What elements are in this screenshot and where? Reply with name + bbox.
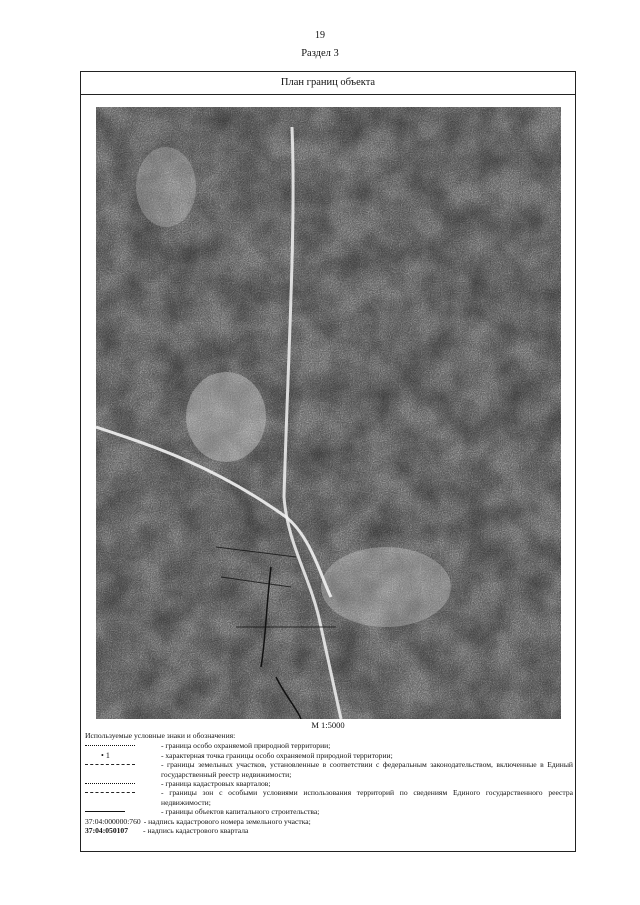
satellite-map-image xyxy=(96,107,561,719)
legend-symbol xyxy=(85,751,161,760)
legend-item xyxy=(85,779,573,788)
legend-item xyxy=(85,826,573,835)
legend-item xyxy=(85,807,573,816)
solid-line-icon xyxy=(85,811,125,812)
legend-symbol xyxy=(85,741,161,750)
map-scale: М 1:5000 xyxy=(311,720,345,730)
legend-symbol-text: 37:04:050107 xyxy=(85,826,129,836)
clearing-area xyxy=(136,147,196,227)
clearing-area xyxy=(186,372,266,462)
legend-item xyxy=(85,751,573,760)
section-label: Раздел 3 xyxy=(301,48,339,59)
legend-text: - граница кадастровых кварталов; xyxy=(161,779,271,789)
boundary-plan-frame xyxy=(80,71,576,852)
legend-symbol xyxy=(85,779,161,788)
dotted-line-icon xyxy=(85,745,135,746)
legend-text: - надпись кадастрового номера земельного участка; xyxy=(143,816,311,826)
legend-item xyxy=(85,741,573,750)
legend-item xyxy=(85,760,573,779)
frame-title: План границ объекта xyxy=(81,72,575,95)
legend-heading: Используемые условные знаки и обозначения: xyxy=(85,731,236,740)
point-marker-icon: • 1 xyxy=(101,750,110,760)
point-label: 1 xyxy=(105,750,110,760)
legend-symbol xyxy=(85,788,161,797)
dashdot-line-icon xyxy=(85,792,135,793)
satellite-map-svg xyxy=(96,107,561,719)
dashdot-line-icon xyxy=(85,764,135,765)
legend-text: - границы земельных участков, установленные в соответствии с федеральным законодательством, включенные в Единый государственный реестр недвижимости; xyxy=(161,760,573,779)
clearing-area xyxy=(321,547,451,627)
legend-text: - граница особо охраняемой природной территории; xyxy=(161,741,331,751)
legend-symbol xyxy=(85,807,161,816)
legend-text: - характерная точка границы особо охраняемой природной территории; xyxy=(161,750,393,760)
dotted-line-icon xyxy=(85,783,135,784)
legend-symbol-text: 37:04:000000:760 xyxy=(85,816,141,826)
legend-symbol xyxy=(85,760,161,769)
legend-text: - границы зон с особыми условиями использования территорий по сведениям Единого государственного реестра недвижимости; xyxy=(161,788,573,807)
legend-text: - надпись кадастрового квартала xyxy=(143,826,249,836)
legend-item xyxy=(85,817,573,826)
legend-item xyxy=(85,788,573,807)
legend xyxy=(85,731,573,835)
page-number: 19 xyxy=(315,30,325,41)
legend-text: - границы объектов капитального строительства; xyxy=(161,807,320,817)
